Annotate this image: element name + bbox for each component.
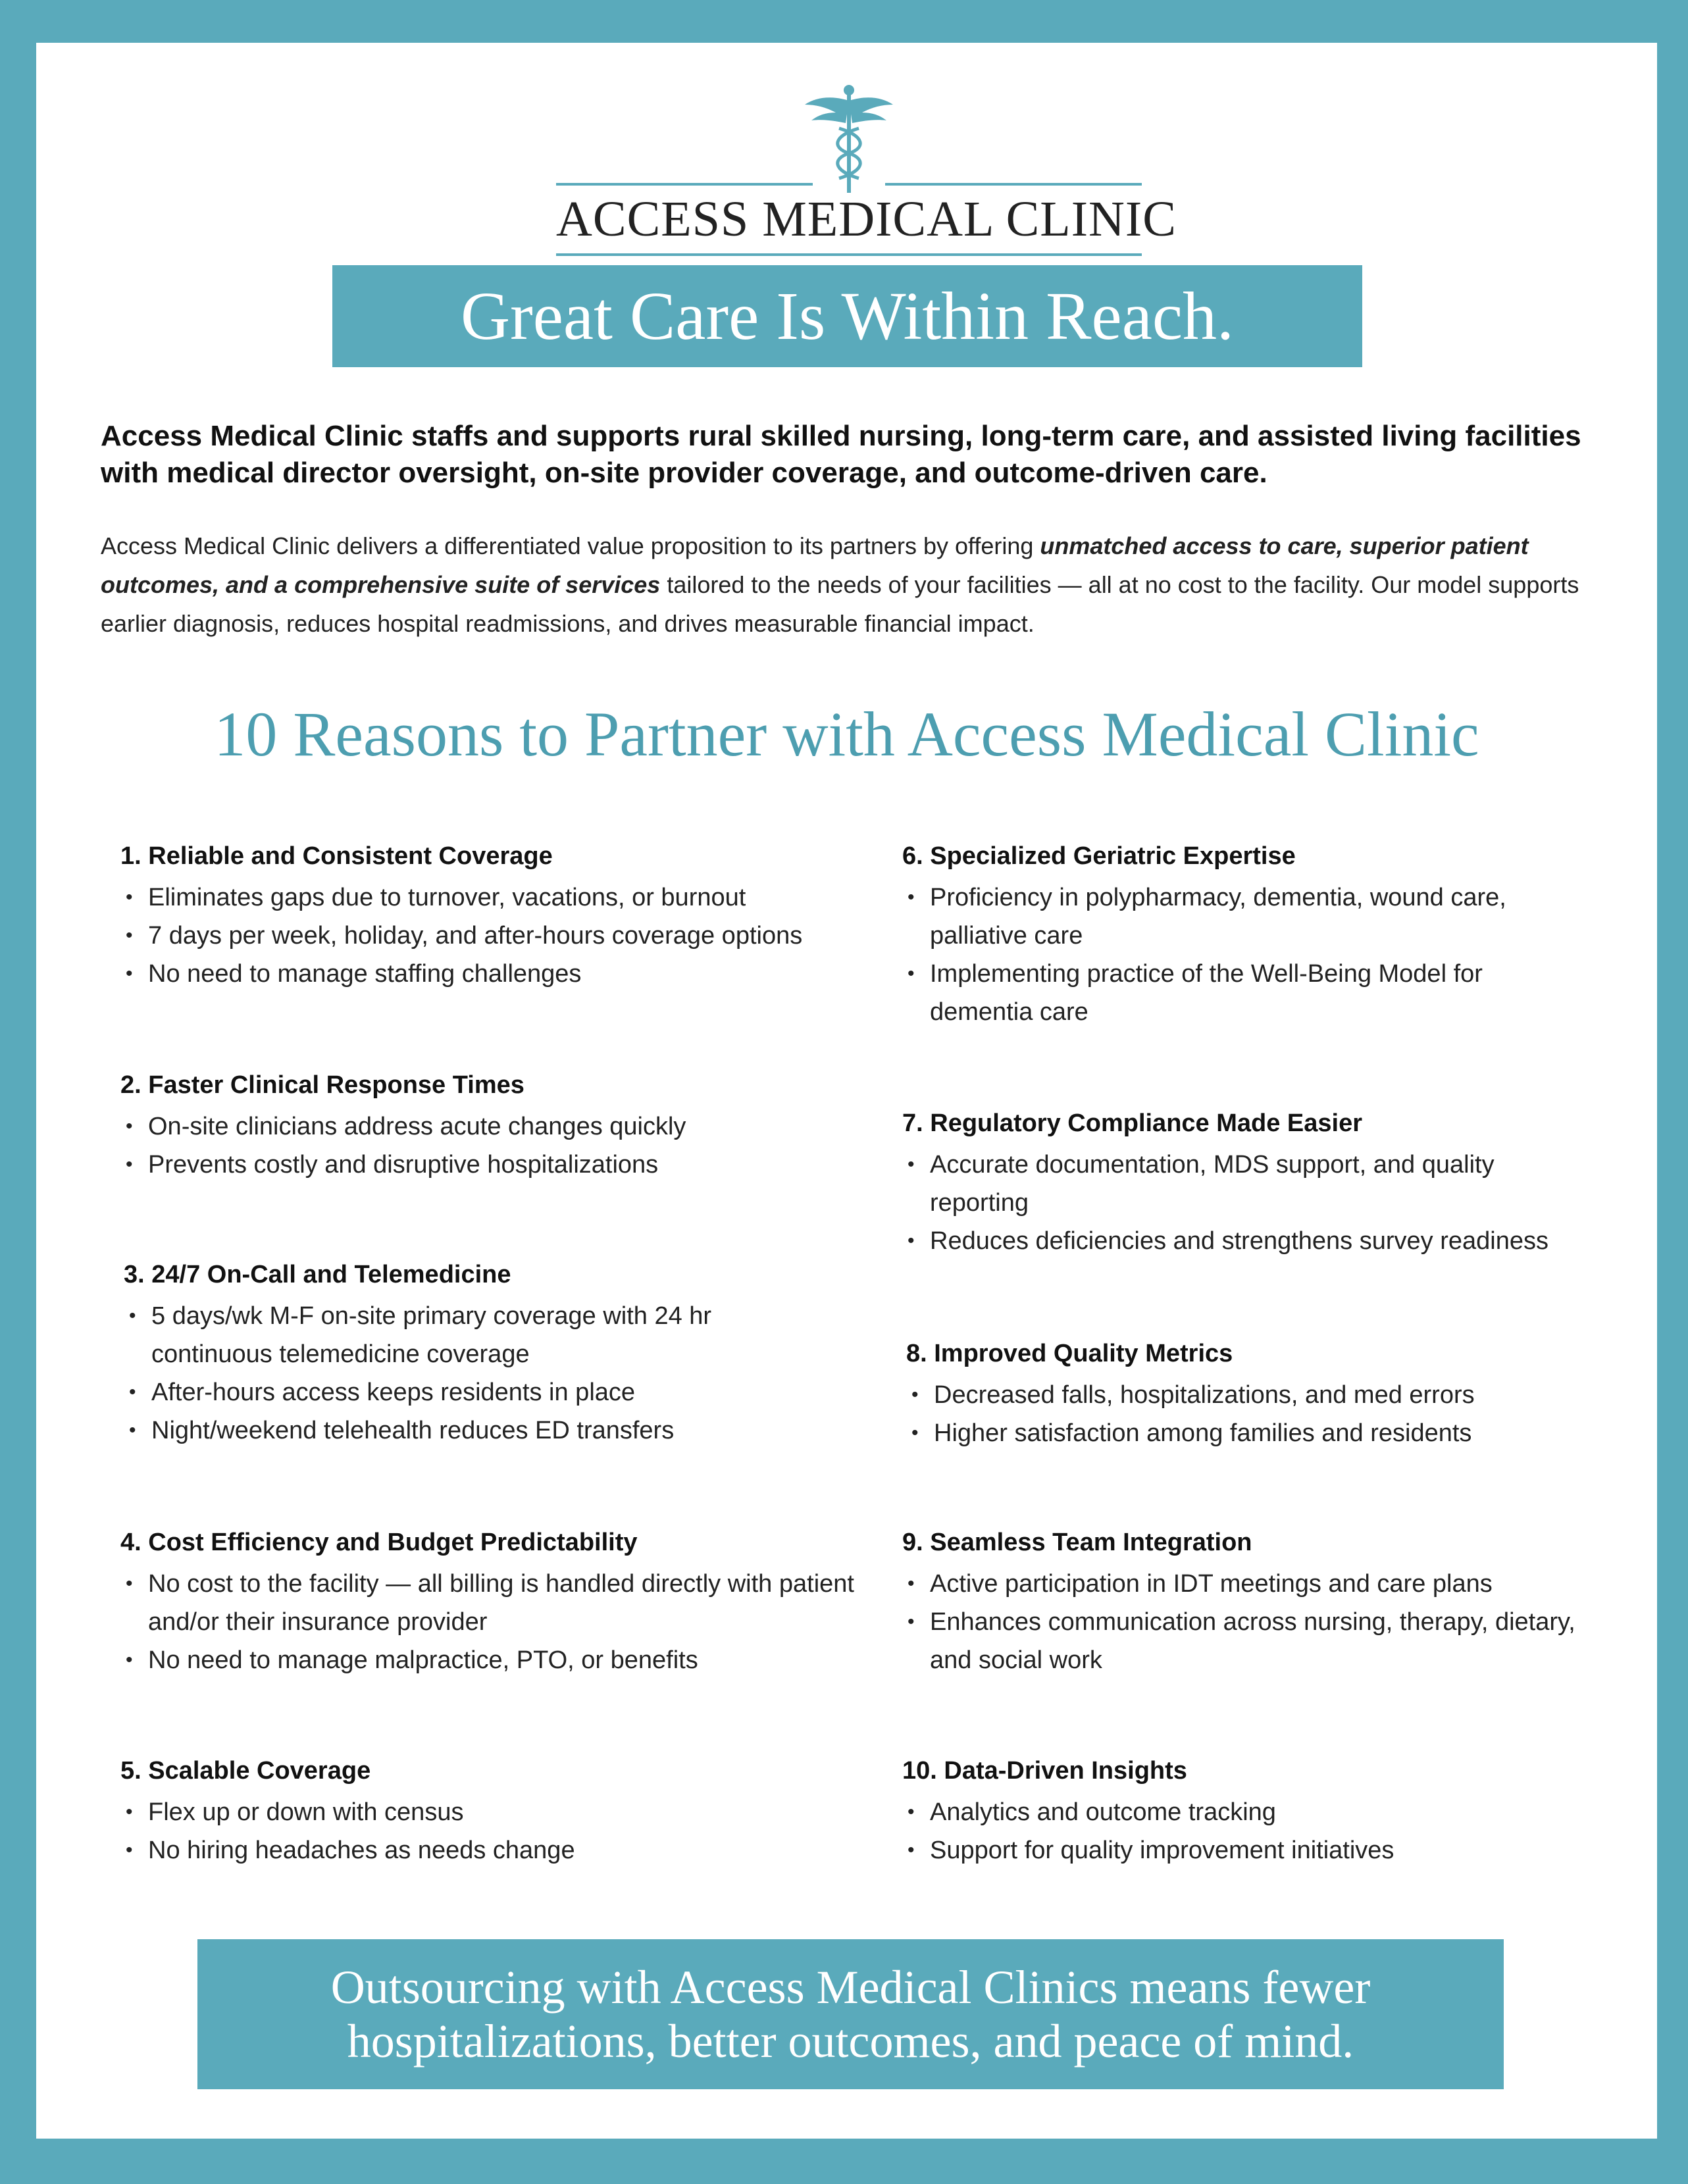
reason-4 xyxy=(120,1527,871,1679)
bullet-icon: • xyxy=(129,1305,136,1327)
bullet-icon: • xyxy=(908,1839,915,1861)
intro-lead: Access Medical Clinic staffs and supports rural skilled nursing, long-term care, and assisted living facilities with medical director oversight, on-site provider coverage, and outcome-driven care. xyxy=(101,420,1581,489)
reason-bullet: • No hiring headaches as needs change xyxy=(120,1831,864,1869)
bullet-icon: • xyxy=(126,1573,133,1594)
bullet-icon: • xyxy=(908,1154,915,1175)
reason-bullet: • 7 days per week, holiday, and after-hours coverage options xyxy=(120,917,864,955)
reason-bullet: • Proficiency in polypharmacy, dementia, wound care, palliative care xyxy=(902,878,1587,955)
reason-title: 5. Scalable Coverage xyxy=(120,1757,371,1785)
reason-8 xyxy=(906,1338,1617,1452)
reason-5 xyxy=(120,1755,864,1869)
flyer-page xyxy=(36,43,1657,2139)
logo-wordmark: ACCESS MEDICAL CLINIC xyxy=(556,191,1177,247)
bullet-icon: • xyxy=(126,1154,133,1175)
bullet-icon: • xyxy=(908,1801,915,1823)
bullet-icon: • xyxy=(908,1611,915,1633)
reason-bullet: • No cost to the facility — all billing is handled directly with patient and/or their insurance provider xyxy=(120,1565,871,1641)
bullet-icon: • xyxy=(126,925,133,946)
intro-body-start: Access Medical Clinic delivers a differentiated value proposition to its partners by offering xyxy=(101,532,1040,559)
reason-bullet: • No need to manage malpractice, PTO, or benefits xyxy=(120,1641,871,1679)
bullet-icon: • xyxy=(126,1649,133,1671)
bullet-icon: • xyxy=(911,1422,919,1444)
intro-body-emphasis: unmatched access to care, superior patient outcomes, and a comprehensive suite of services xyxy=(101,532,1529,598)
bullet-icon: • xyxy=(129,1419,136,1441)
reason-2 xyxy=(120,1069,864,1184)
reason-title: 2. Faster Clinical Response Times xyxy=(120,1071,524,1099)
bullet-icon: • xyxy=(129,1381,136,1403)
reason-bullet: • 5 days/wk M-F on-site primary coverage with 24 hr continuous telemedicine coverage xyxy=(124,1297,815,1373)
reason-bullet: • Implementing practice of the Well-Being Model for dementia care xyxy=(902,955,1587,1031)
reason-bullet: • Enhances communication across nursing, therapy, dietary, and social work xyxy=(902,1603,1587,1679)
intro-body-end: tailored to the needs of your facilities — all at no cost to the facility. Our model supports earlier diagnosis, reduces hospital readmissions, and drives measurable financial impact. xyxy=(101,571,1579,637)
reason-bullet: • Support for quality improvement initiatives xyxy=(902,1831,1587,1869)
reason-title: 3. 24/7 On-Call and Telemedicine xyxy=(124,1261,511,1288)
reason-title: 7. Regulatory Compliance Made Easier xyxy=(902,1109,1363,1137)
reason-6 xyxy=(902,840,1587,1031)
headline-banner xyxy=(332,265,1362,367)
bullet-icon: • xyxy=(126,963,133,984)
reason-title: 9. Seamless Team Integration xyxy=(902,1529,1252,1556)
reason-bullet: • Prevents costly and disruptive hospitalizations xyxy=(120,1146,864,1184)
footer-tagline: Outsourcing with Access Medical Clinics means fewer hospitalizations, better outcomes, and peace of mind. xyxy=(330,1961,1371,2068)
reason-bullet: • Higher satisfaction among families and residents xyxy=(906,1414,1617,1452)
reason-3 xyxy=(124,1259,815,1450)
reason-9 xyxy=(902,1527,1587,1679)
bullet-icon: • xyxy=(126,1801,133,1823)
section-title: 10 Reasons to Partner with Access Medical Clinic xyxy=(214,699,1479,769)
reason-title: 10. Data-Driven Insights xyxy=(902,1757,1187,1785)
reason-title: 4. Cost Efficiency and Budget Predictability xyxy=(120,1529,638,1556)
headline: Great Care Is Within Reach. xyxy=(460,278,1235,354)
reason-bullet: • Decreased falls, hospitalizations, and med errors xyxy=(906,1376,1617,1414)
bullet-icon: • xyxy=(911,1384,919,1406)
reason-title: 6. Specialized Geriatric Expertise xyxy=(902,842,1296,870)
reason-bullet: • After-hours access keeps residents in place xyxy=(124,1373,815,1411)
footer-banner xyxy=(197,1939,1504,2089)
reason-bullet: • Active participation in IDT meetings and care plans xyxy=(902,1565,1587,1603)
reason-bullet: • Night/weekend telehealth reduces ED transfers xyxy=(124,1411,815,1450)
reason-bullet: • On-site clinicians address acute changes quickly xyxy=(120,1107,864,1146)
reason-bullet: • Eliminates gaps due to turnover, vacations, or burnout xyxy=(120,878,864,917)
reason-bullet: • No need to manage staffing challenges xyxy=(120,955,864,993)
intro-body xyxy=(101,526,1601,643)
bullet-icon: • xyxy=(126,1839,133,1861)
reason-title: 8. Improved Quality Metrics xyxy=(906,1340,1233,1367)
reason-7 xyxy=(902,1107,1613,1260)
reason-bullet: • Reduces deficiencies and strengthens survey readiness xyxy=(902,1222,1613,1260)
clinic-logo xyxy=(556,82,1177,267)
bullet-icon: • xyxy=(126,1115,133,1137)
reason-title: 1. Reliable and Consistent Coverage xyxy=(120,842,553,870)
bullet-icon: • xyxy=(908,1230,915,1252)
reason-10 xyxy=(902,1755,1587,1869)
reason-bullet: • Flex up or down with census xyxy=(120,1793,864,1831)
reason-bullet: • Analytics and outcome tracking xyxy=(902,1793,1587,1831)
reason-1 xyxy=(120,840,864,993)
bullet-icon: • xyxy=(908,1573,915,1594)
bullet-icon: • xyxy=(908,963,915,984)
reason-bullet: • Accurate documentation, MDS support, and quality reporting xyxy=(902,1146,1522,1222)
bullet-icon: • xyxy=(126,886,133,908)
bullet-icon: • xyxy=(908,886,915,908)
